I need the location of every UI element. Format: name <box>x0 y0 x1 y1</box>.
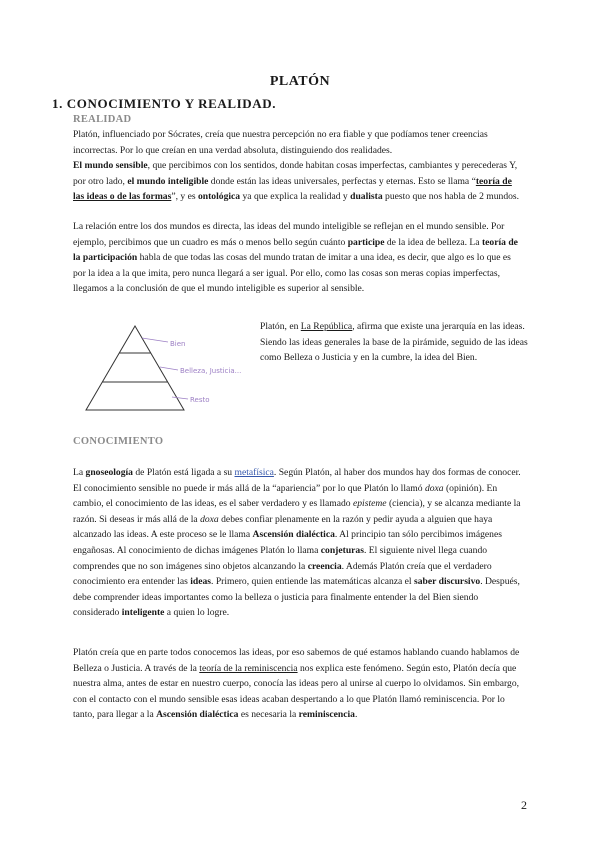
pyramid-label-middle: Belleza, Justicia... <box>180 367 242 375</box>
metafisica-link[interactable]: metafísica <box>234 467 274 478</box>
page-number: 2 <box>521 798 527 812</box>
arrow-resto <box>172 397 188 399</box>
pyramid-label-bottom: Resto <box>190 396 210 404</box>
realidad-heading: REALIDAD <box>73 114 132 125</box>
conocimiento-heading: CONOCIMIENTO <box>73 436 164 447</box>
arrow-bien <box>142 338 168 342</box>
realidad-paragraph-1: Platón, influenciado por Sócrates, creía que nuestra percepción no era fiable y que podíamos tener creencias incorrectas. Por lo que creían en una verdad absoluta, distinguiendo dos realidades. El mundo sensible, que percibimos con los sentidos, donde habitan cosas imperfectas, cambiantes y perecederas Y, por otro lado, el mundo inteligible donde están las ideas universales, perfectas y eternas. Esto se llama “teoría de las ideas o de las formas”, y es ontológica ya que explica la realidad y dualista puesto que nos habla de 2 mundos. <box>73 129 520 203</box>
arrow-belleza <box>160 367 178 370</box>
section-heading: 1. CONOCIMIENTO Y REALIDAD. <box>52 96 277 111</box>
pyramid-outline <box>86 326 184 410</box>
conocimiento-paragraph-2: Platón creía que en parte todos conocemos las ideas, por eso sabemos de qué estamos hablando cuando hablamos de Belleza o Justicia. A través de la teoría de la reminiscencia nos explica este fenómeno. Según esto, Platón decía que nuestra alma, antes de estar en nuestro cuerpo, conocía las ideas pero al unirse al cuerpo lo olvidamos. Sin embargo, con el contacto con el mundo sensible esas ideas acaban despertando a lo que Platón llamó reminiscencia. Por lo tanto, para llegar a la Ascensión dialéctica es necesaria la reminiscencia. <box>73 647 520 721</box>
realidad-paragraph-2: La relación entre los dos mundos es directa, las ideas del mundo inteligible se reflejan en el mundo sensible. Por ejemplo, percibimos que un cuadro es más o menos bello según cuánto participe de la idea de belleza. La teoría de la participación habla de que todas las cosas del mundo tratan de imitar a una idea, es decir, que algo es lo que es por la idea a la que imita, pero nunca llegará a ser igual. Por ello, como las cosas son meras copias imperfectas, llegamos a la conclusión de que el mundo inteligible es superior al sensible. <box>73 221 518 295</box>
ideas-pyramid-diagram <box>80 322 285 414</box>
pyramid-label-top: Bien <box>170 340 186 348</box>
conocimiento-paragraph-1: La gnoseología de Platón está ligada a su metafísica. Según Platón, al haber dos mundos hay dos formas de conocer. El conocimiento sensible no puede ir más allá de la “apariencia” por lo que Platón lo llamó doxa (opinión). En cambio, el conocimiento de las ideas, es el saber verdadero y es llamado episteme (ciencia), y se alcanza mediante la razón. Si deseas ir más allá de la doxa debes confiar plenamente en la razón y pedir ayuda a alguien que haya alcanzado las ideas. A este proceso se le llama Ascensión dialéctica. Al principio tan sólo percibimos imágenes engañosas. Al conocimiento de dichas imágenes Platón lo llama conjeturas. El siguiente nivel llega cuando comprendes que no son imágenes sino objetos alcanzando la creencia. Además Platón creía que el verdadero conocimiento era entender las ideas. Primero, quien entiende las matemáticas alcanza el saber discursivo. Después, debe comprender ideas importantes como la belleza o justicia para finalmente entender la del Bien siendo considerado inteligente a quien lo logre. <box>73 467 521 619</box>
page-title: PLATÓN <box>269 74 331 89</box>
republica-paragraph: Platón, en La República, afirma que existe una jerarquía en las ideas. Siendo las ideas generales la base de la pirámide, seguido de las ideas como Belleza o Justicia y en la cumbre, la idea del Bien. <box>260 321 528 364</box>
